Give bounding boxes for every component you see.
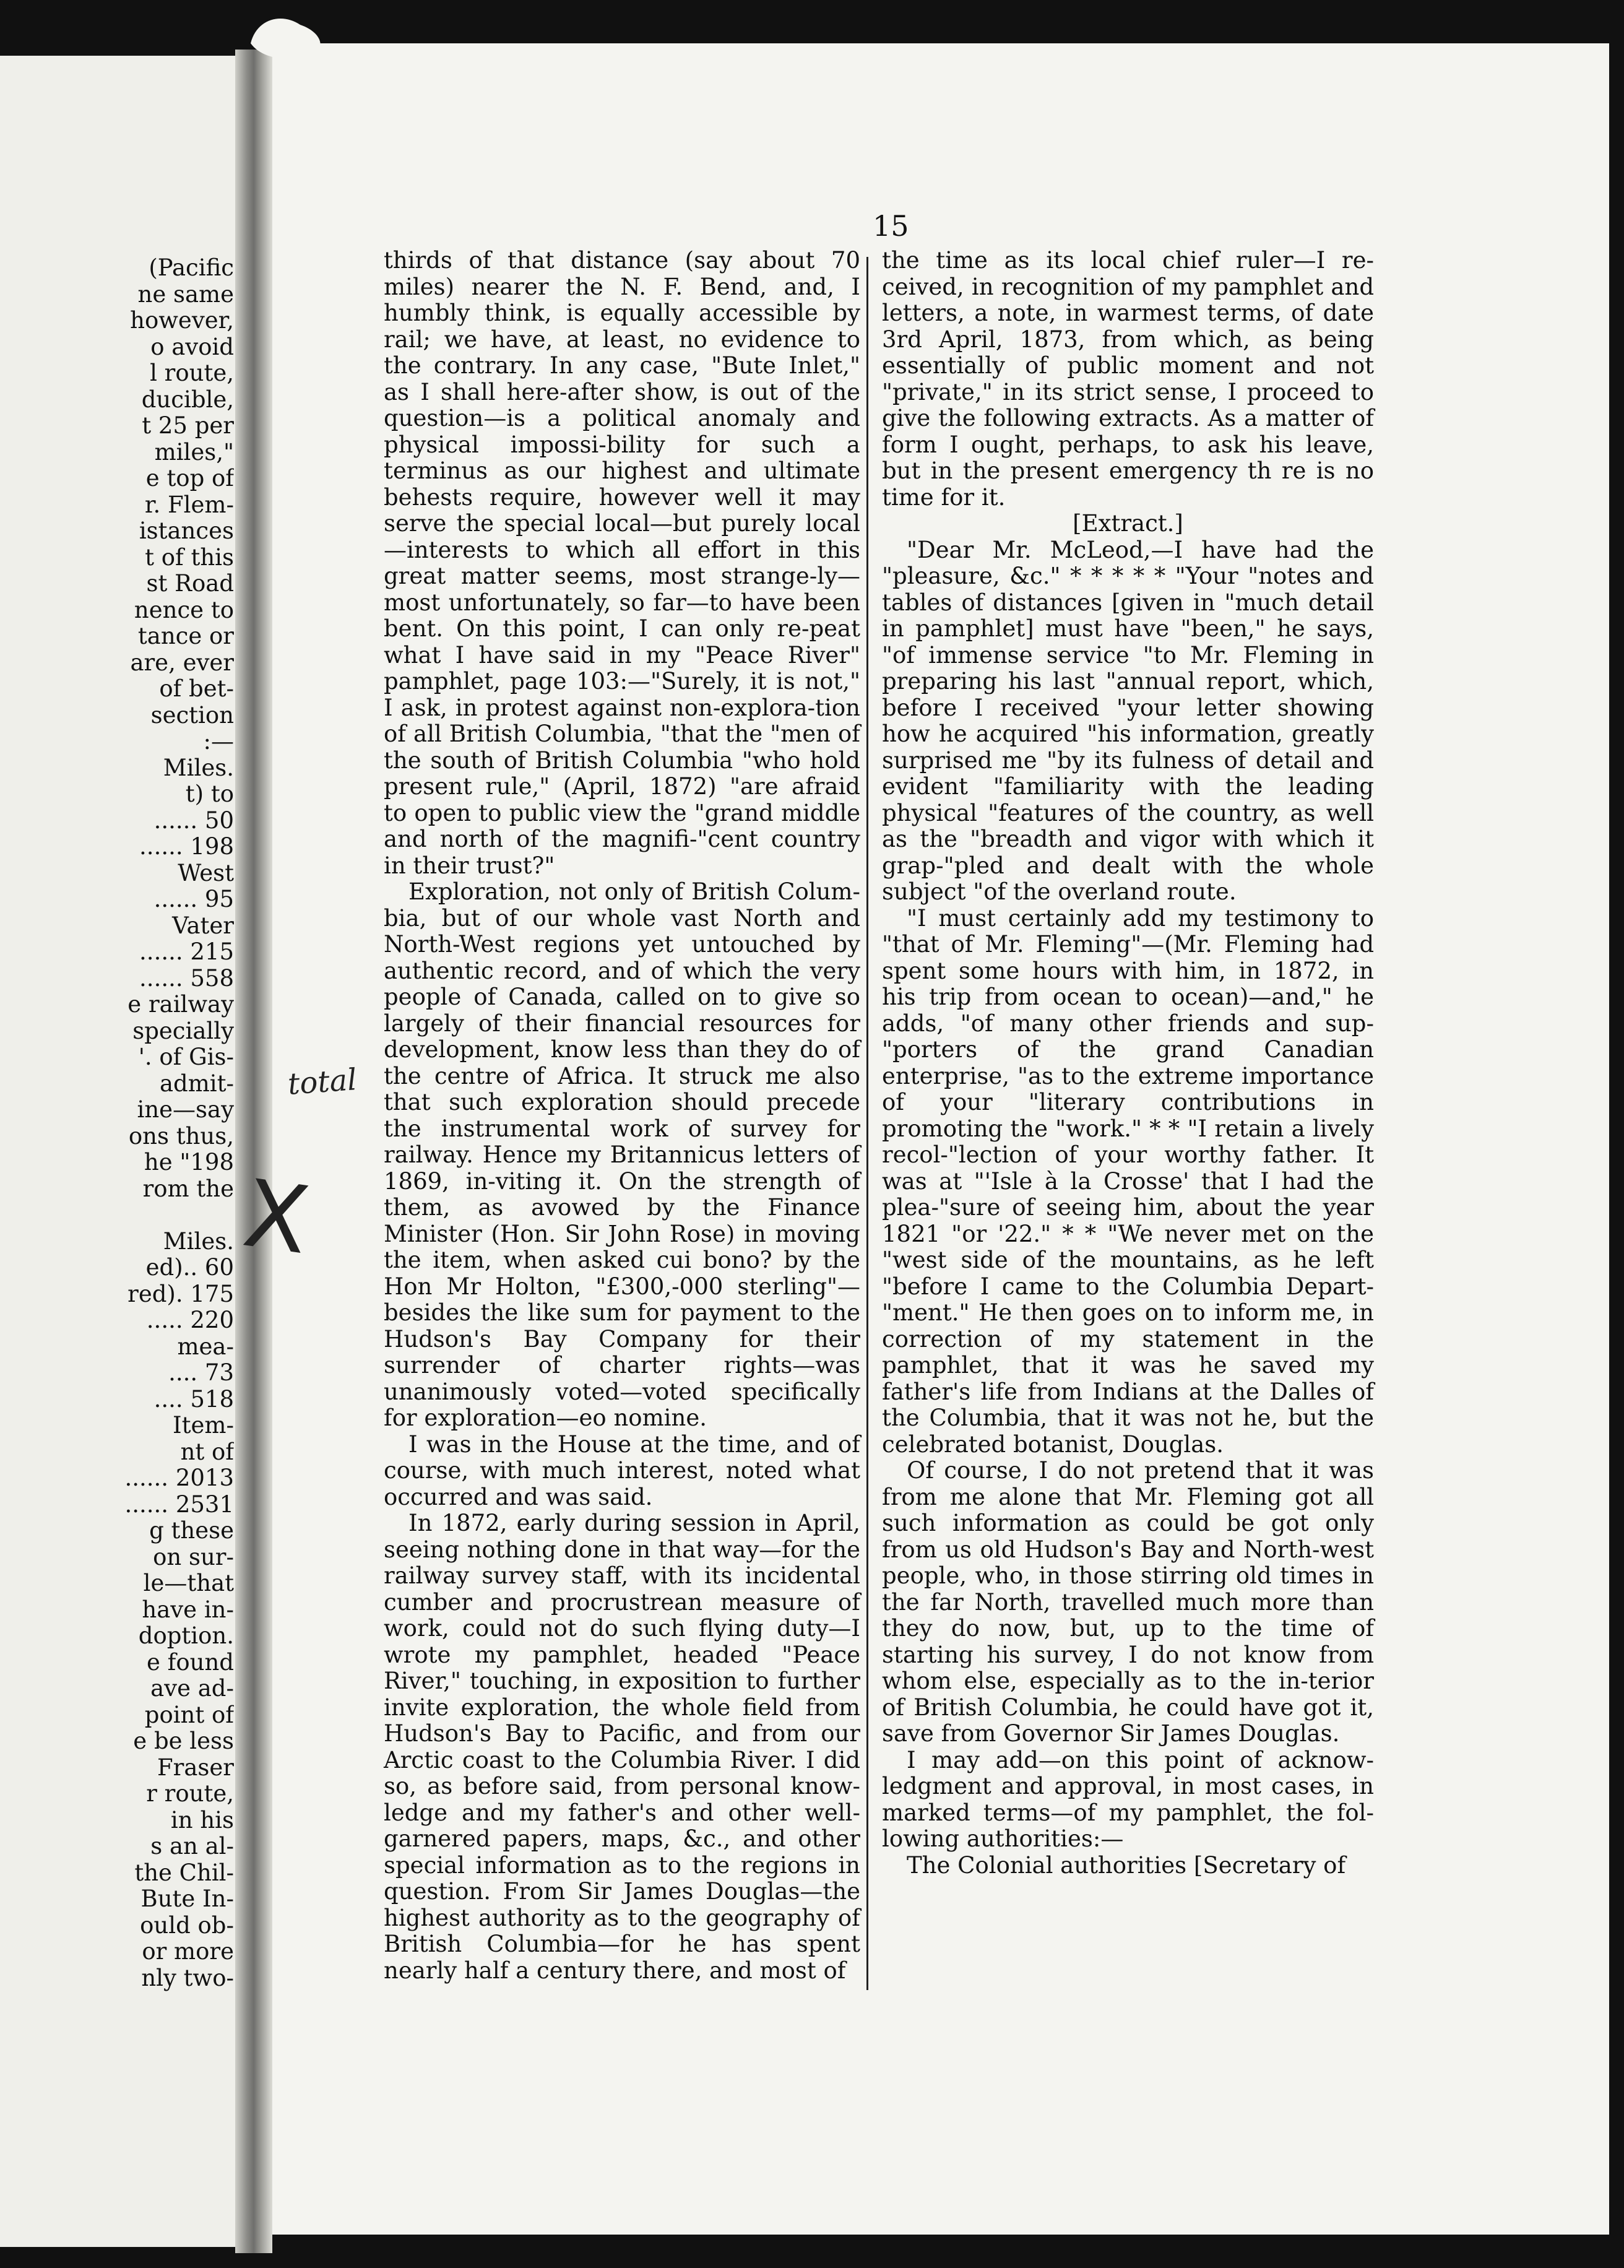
stub-line: ducible, [141,386,234,413]
stub-line: ...... 198 [139,833,234,860]
stub-line: section [150,701,234,729]
page-blot [244,12,331,62]
stub-line: g these [149,1517,234,1544]
left-column [384,248,860,1984]
stub-line: t of this [145,543,234,571]
stub-line: ould ob- [140,1911,234,1939]
stub-line: e railway [127,991,234,1018]
stub-line: mea- [177,1333,234,1360]
book-gutter [235,50,272,2253]
stub-line: '. of Gis- [138,1044,234,1070]
stub-line: nly two- [141,1964,234,1991]
stub-line: le—that [143,1570,234,1596]
stub-line: Miles. [163,1227,234,1255]
stub-line [0,1202,234,1229]
stub-line: specially [132,1017,234,1044]
quoted-letter: "Dear Mr. McLeod,—I have had the "pleasure, &c." * * * * * "Your "notes and tables of distances [given in "much detail in pamphlet] must have "been," he says, "of immense service "to Mr. Fleming in preparing his last "annual report, which, before I received "your letter showing how he acquired "his information, greatly surprised me "by its fulness of detail and evident "familiarity with the leading physical "features of the country, as well as the "breadth and vigor with which it grap-"pled and dealt with the whole subject "of the overland route. [882,536,1374,905]
column-rule [866,257,868,1990]
stub-line: West [178,859,234,886]
stub-line: nence to [134,596,234,623]
stub-line: (Pacific [149,255,234,281]
stub-line: have in- [142,1596,234,1623]
stub-line: miles," [154,438,234,465]
stub-line: he "198 [144,1149,234,1175]
stub-line: Fraser [157,1754,234,1781]
right-column [882,248,1374,1879]
stub-line: :— [203,728,234,755]
stub-line: ...... 2013 [124,1465,234,1491]
stub-line: ave ad- [150,1675,234,1702]
stub-line: ne same [137,280,234,308]
paragraph: I was in the House at the time, and of course, with much interest, noted what occurred and was said. [384,1430,860,1510]
stub-line: the Chil- [134,1859,234,1886]
stub-line: rom the [142,1175,234,1202]
stub-line: doption. [138,1622,234,1649]
stub-line: .... 518 [153,1385,234,1413]
stub-line: admit- [159,1070,234,1097]
stub-line: however, [130,307,234,334]
stub-line: ..... 220 [146,1307,234,1333]
paragraph: the time as its local chief ruler—I re-ceived, in recognition of my pamphlet and letters, a note, in warmest terms, of date 3rd April, 1873, from which, as being essentially of public moment and not "private," in its strict sense, I proceed to give the following extracts. As a matter of form I ought, perhaps, to ask his leave, but in the present emergency th re is no time for it. [882,247,1374,511]
stub-line: istances [139,517,234,544]
stub-line: are, ever [130,649,234,676]
stub-line: o avoid [150,333,234,360]
stub-line: ...... 558 [139,964,234,992]
stub-line: e top of [145,465,234,491]
page-number: 15 [873,209,909,243]
stub-line: tance or [137,623,234,649]
stub-line: Item- [173,1412,234,1439]
stub-line: Vater [172,912,234,939]
stub-line: red). 175 [127,1280,234,1307]
stub-line: r route, [146,1780,234,1807]
extract-heading: [Extract.] [1073,510,1183,537]
stub-line: st Road [146,570,234,597]
stub-line: r. Flem- [144,491,234,518]
stub-line: ed).. 60 [145,1254,234,1281]
paragraph: In 1872, early during session in April, seeing nothing done in that way—for the railway survey staff, with its incidental cumber and procrustrean measure of work, could not do such flying duty—I wrote my pamphlet, headed "Peace River," touching, in exposition to further invite exploration, the whole field from Hudson's Bay to Pacific, and from our Arctic coast to the Columbia River. I did so, as before said, from personal know-ledge and my father's and other well-garnered papers, maps, &c., and other special information as to the regions in question. From Sir James Douglas—the highest authority as to the geography of British Columbia—for he has spent nearly half a century there, and most of [384,1510,860,1984]
stub-line: ...... 95 [153,886,234,912]
stub-line: s an al- [150,1833,234,1859]
stub-line: nt of [180,1438,234,1465]
paragraph: Of course, I do not pretend that it was from me alone that Mr. Fleming got all such information as could be got only from us old Hudson's Bay and North-west people, who, in those stirring old times in the far North, travelled much more than they do now, but, up to the time of starting his survey, I do not know from whom else, especially as to the in-terior of British Columbia, he could have got it, save from Governor Sir James Douglas. [882,1457,1374,1747]
stub-line: in his [170,1806,234,1833]
paragraph: Exploration, not only of British Colum-bia, but of our whole vast North and North-West regions yet untouched by authentic record, and of which the very people of Canada, called on to give so largely of their financial resources for development, know less than they do of the centre of Africa. It struck me also that such exploration should precede the instrumental work of survey for railway. Hence my Britannicus letters of 1869, in-viting it. On the strength of them, as avowed by the Finance Minister (Hon. Sir John Rose) in moving the item, when asked cui bono? by the Hon Mr Holton, "£300,-000 sterling"—besides the like sum for payment to the Hudson's Bay Company for their surrender of charter rights—was unanimously voted—voted specifically for exploration—eo nomine. [384,878,860,1431]
stub-line: ...... 215 [139,938,234,965]
stub-line: e found [147,1648,234,1676]
stub-line: e be less [133,1728,234,1754]
stub-line: ...... 50 [153,807,234,834]
stub-line: t) to [185,781,234,807]
paragraph: thirds of that distance (say about 70 miles) nearer the N. F. Bend, and, I humbly think, is equally accessible by rail; we have, at least, no evidence to the contrary. In any case, "Bute Inlet," as I shall here-after show, is out of the question—is a political anomaly and physical impossi-bility for such a terminus as our highest and ultimate behests require, however well it may serve the special local—but purely local—interests to which all effort in this great matter seems, most strange-ly—most unfortunately, so far—to have been bent. On this point, I can only re-peat what I have said in my "Peace River" pamphlet, page 103:—"Surely, it is not," I ask, in protest against non-explora-tion of all British Columbia, "that the "men of the south of British Columbia "who hold present rule," (April, 1872) "are afraid to open to public view the "grand middle and north of the magnifi-"cent country in their trust?" [384,247,860,879]
stub-line: or more [142,1938,234,1965]
stub-line: ine—say [137,1096,234,1123]
stub-line: .... 73 [168,1359,234,1386]
stub-line: t 25 per [142,412,234,439]
stub-line: Miles. [163,754,234,781]
stub-line: ons thus, [128,1122,234,1149]
handwritten-x-mark: X [237,1159,316,1276]
stub-line: on sur- [153,1543,234,1570]
stub-line: ...... 2531 [124,1491,234,1518]
stub-line: l route, [150,360,234,386]
paragraph: I may add—on this point of acknow-ledgment and approval, in most cases, in marked terms—of my pamphlet, the fol-lowing authorities:— [882,1746,1374,1852]
left-page-text-stub [0,255,234,1991]
stub-line: Bute In- [140,1885,234,1912]
stub-line: point of [144,1701,234,1728]
quoted-letter: "I must certainly add my testimony to "that of Mr. Fleming"—(Mr. Fleming had spent some hours with him, in 1872, in his trip from ocean to ocean)—and," he adds, "of many other friends and sup-"porters of the grand Canadian enterprise, "as to the extreme importance of your "literary contributions in promoting the "work." * * "I retain a lively recol-"lection of your worthy father. It was at "'Isle à la Crosse' that I had the plea-"sure of seeing him, about the year 1821 "or '22." * * "We never met on the "west side of the mountains, as he left "before I came to the Columbia Depart-"ment." He then goes on to inform me, in correction of my statement in the pamphlet, that it was he saved my father's life from Indians at the Dalles of the Columbia, that it was not he, but the celebrated botanist, Douglas. [882,904,1374,1458]
handwritten-note: total [287,1062,358,1102]
paragraph: The Colonial authorities [Secretary of [907,1851,1346,1879]
stub-line: of bet- [159,675,234,702]
